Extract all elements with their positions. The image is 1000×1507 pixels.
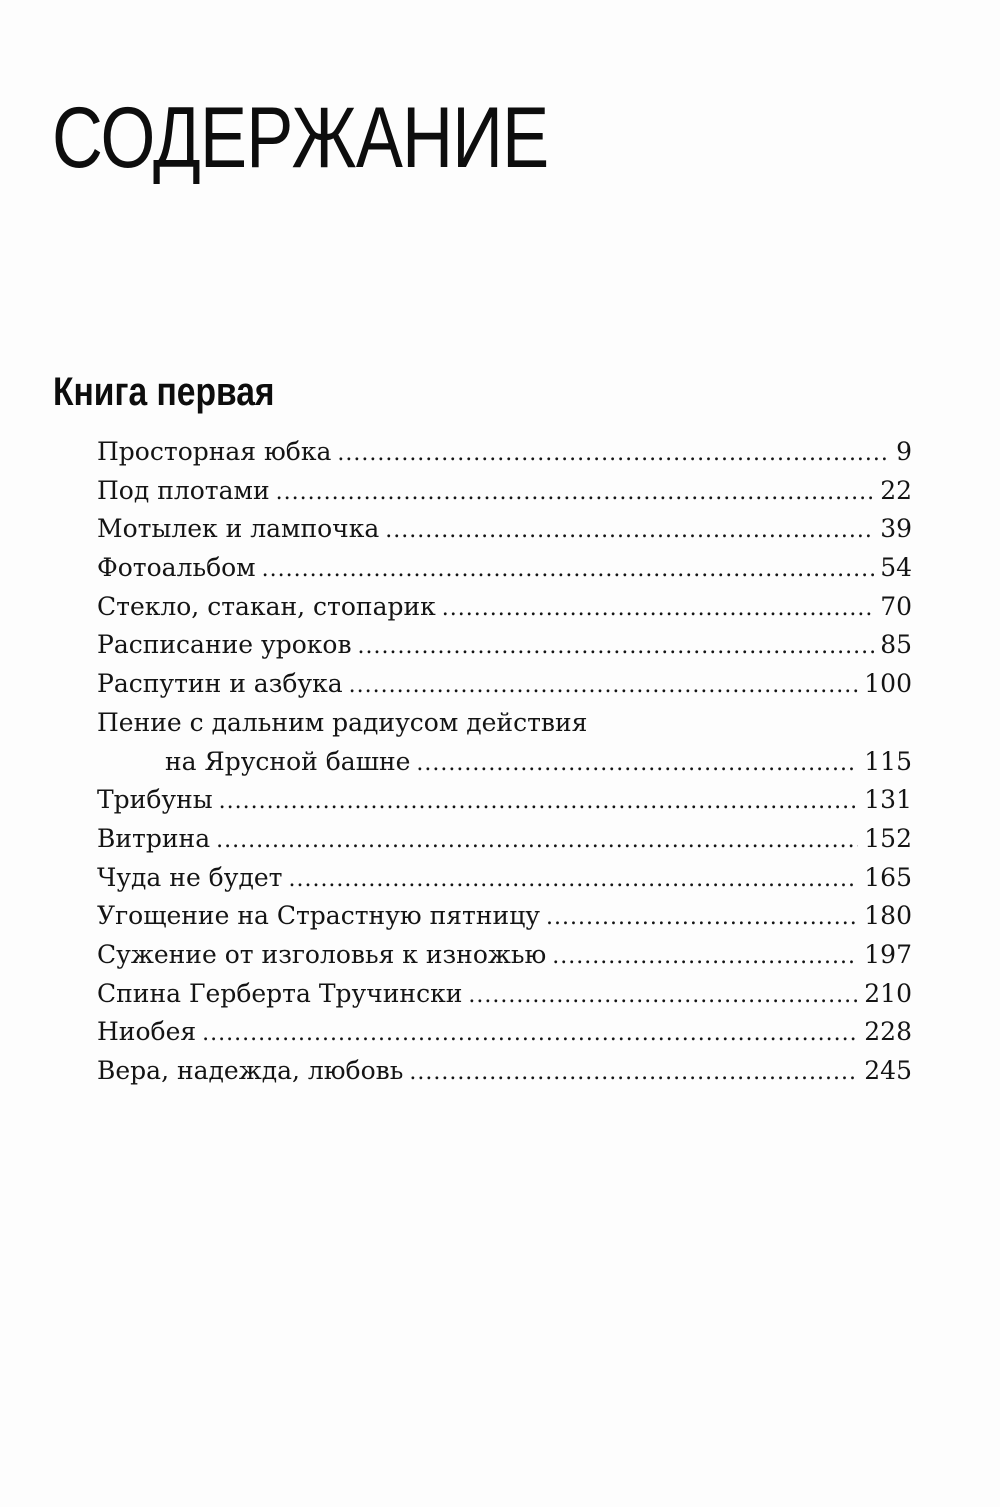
- toc-entry-page: 115: [864, 746, 912, 776]
- toc-entry-title: Чуда не будет: [97, 862, 283, 892]
- toc-entry-title: Распутин и азбука: [97, 669, 343, 699]
- toc-entry[interactable]: [97, 433, 912, 472]
- toc-entry-page: 70: [880, 591, 912, 621]
- toc-entry[interactable]: [97, 859, 912, 898]
- toc-entry-title-continuation: на Ярусной башне: [165, 746, 411, 776]
- toc-entry[interactable]: [97, 820, 912, 859]
- toc-entry-page: 54: [880, 553, 912, 583]
- toc-entry[interactable]: [97, 975, 912, 1014]
- dot-leader: [385, 512, 874, 551]
- section-heading: Книга первая: [53, 370, 275, 414]
- toc-entry-title: Пение с дальним радиусом действия: [97, 707, 588, 737]
- table-of-contents: [97, 433, 912, 1091]
- toc-entry[interactable]: [97, 549, 912, 588]
- toc-entry-title: Ниобея: [97, 1017, 197, 1047]
- toc-entry-title: Под плотами: [97, 475, 270, 505]
- toc-entry-title: Угощение на Страстную пятницу: [97, 901, 540, 931]
- dot-leader: [552, 938, 858, 977]
- toc-entry-title: Стекло, стакан, стопарик: [97, 591, 436, 621]
- toc-entry[interactable]: [97, 1013, 912, 1052]
- dot-leader: [288, 861, 858, 900]
- toc-entry-title: Мотылек и лампочка: [97, 514, 380, 544]
- dot-leader: [546, 899, 858, 938]
- toc-entry-title: Вера, надежда, любовь: [97, 1056, 404, 1086]
- page-title: СОДЕРЖАНИЕ: [52, 90, 549, 186]
- toc-entry[interactable]: [97, 897, 912, 936]
- toc-entry-title: Витрина: [97, 823, 211, 853]
- toc-entry-page: 197: [864, 939, 912, 969]
- dot-leader: [337, 435, 890, 474]
- toc-entry-page: 85: [880, 630, 912, 660]
- toc-entry[interactable]: [97, 472, 912, 511]
- dot-leader: [262, 551, 875, 590]
- dot-leader: [276, 474, 875, 513]
- dot-leader: [468, 977, 858, 1016]
- dot-leader: [442, 590, 874, 629]
- toc-entry-title: Трибуны: [97, 785, 213, 815]
- toc-entry-title: Сужение от изголовья к изножью: [97, 939, 547, 969]
- dot-leader: [358, 628, 875, 667]
- toc-entry-page: 228: [864, 1017, 912, 1047]
- toc-entry-title: Спина Герберта Тручински: [97, 978, 463, 1008]
- toc-entry-page: 165: [864, 862, 912, 892]
- toc-entry-page: 152: [864, 823, 912, 853]
- toc-entry[interactable]: [97, 626, 912, 665]
- toc-entry-title: Просторная юбка: [97, 437, 332, 466]
- dot-leader: [202, 1015, 858, 1054]
- toc-entry[interactable]: [97, 665, 912, 704]
- toc-entry-page: 39: [880, 514, 912, 544]
- toc-entry[interactable]: [97, 510, 912, 549]
- toc-entry[interactable]: [97, 588, 912, 627]
- toc-entry-page: 180: [864, 901, 912, 931]
- dot-leader: [216, 822, 858, 861]
- dot-leader: [219, 783, 859, 822]
- dot-leader: [416, 745, 858, 784]
- toc-entry-title: Расписание уроков: [97, 630, 352, 660]
- toc-entry-page: 9: [896, 437, 912, 466]
- dot-leader: [409, 1054, 858, 1093]
- toc-entry[interactable]: [97, 704, 912, 781]
- toc-entry-page: 100: [864, 669, 912, 699]
- toc-entry-page: 131: [864, 785, 912, 815]
- toc-entry-page: 210: [864, 978, 912, 1008]
- toc-entry[interactable]: [97, 936, 912, 975]
- toc-entry[interactable]: [97, 1052, 912, 1091]
- toc-entry-title: Фотоальбом: [97, 553, 256, 583]
- dot-leader: [349, 667, 859, 706]
- toc-entry-page: 245: [864, 1056, 912, 1086]
- toc-entry-page: 22: [880, 475, 912, 505]
- toc-entry[interactable]: [97, 781, 912, 820]
